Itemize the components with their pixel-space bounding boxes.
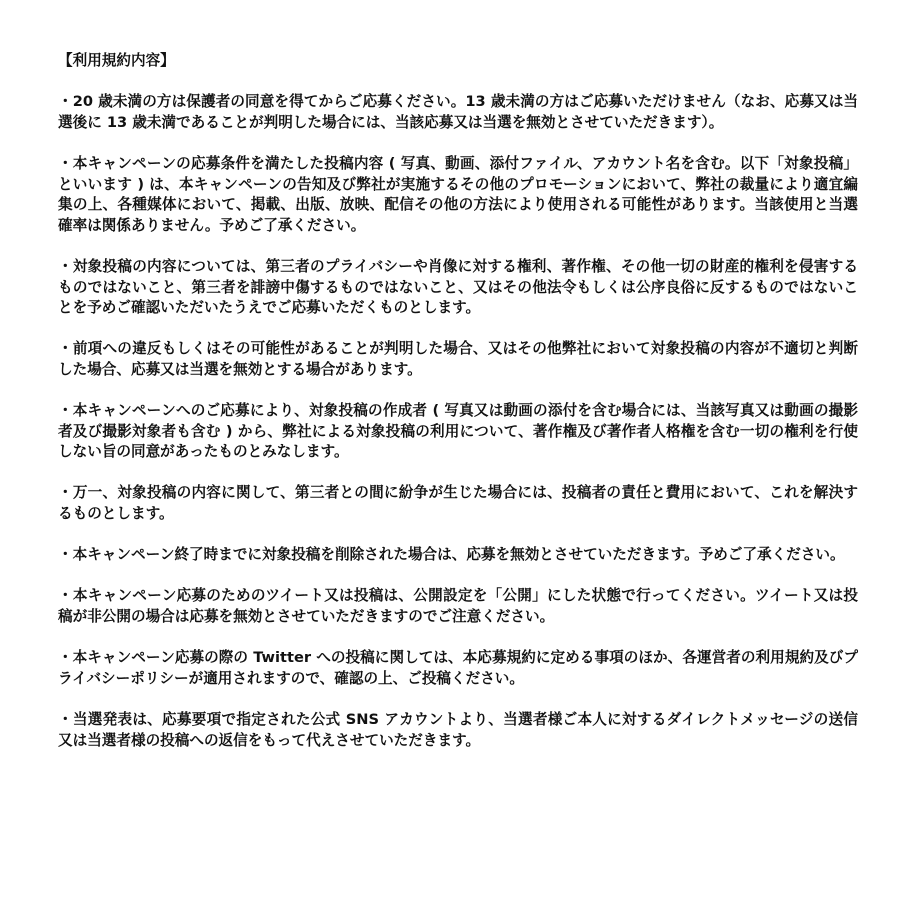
term-post-usage: ・本キャンペーンの応募条件を満たした投稿内容 ( 写真、動画、添付ファイル、アカウント名を含む。以下「対象投稿」といいます ) は、本キャンペーンの告知及び弊社が実施するその他のプロモーションにおいて、弊社の裁量により適宜編集の上、各種媒体において、掲載、出版、放映、配信その他の方法により使用される可能性があります。当該使用と当選確率は関係ありません。予めご了承ください。 (58, 154, 858, 234)
term-age-restriction: ・20 歳未満の方は保護者の同意を得てからご応募ください。13 歳未満の方はご応募いただけません（なお、応募又は当選後に 13 歳未満であることが判明した場合には、当該応募又は当選を無効とさせていただきます）。 (58, 93, 858, 131)
term-deletion: ・本キャンペーン終了時までに対象投稿を削除された場合は、応募を無効とさせていただきます。予めご了承ください。 (58, 546, 845, 564)
terms-document (58, 51, 858, 772)
term-copyright-consent: ・本キャンペーンへのご応募により、対象投稿の作成者 ( 写真又は動画の添付を含む場合には、当該写真又は動画の撮影者及び撮影対象者も含む ) から、弊社による対象投稿の利用について、著作権及び著作者人格権を含む一切の権利を行使しない旨の同意があったものとみなします。 (58, 402, 858, 461)
term-violation: ・前項への違反もしくはその可能性があることが判明した場合、又はその他弊社において対象投稿の内容が不適切と判断した場合、応募又は当選を無効とする場合があります。 (58, 340, 858, 378)
term-twitter-policy: ・本キャンペーン応募の際の Twitter への投稿に関しては、本応募規約に定める事項のほか、各運営者の利用規約及びプライバシーポリシーが適用されますので、確認の上、ご投稿ください。 (58, 649, 858, 687)
term-disputes: ・万一、対象投稿の内容に関して、第三者との間に紛争が生じた場合には、投稿者の責任と費用において、これを解決するものとします。 (58, 484, 858, 523)
term-third-party-rights: ・対象投稿の内容については、第三者のプライバシーや肖像に対する権利、著作権、その他一切の財産的権利を侵害するものではないこと、第三者を誹謗中傷するものではないこと、又はその他法令もしくは公序良俗に反するものではないことを予めご確認いただいたうえでご応募いただくものとします。 (58, 257, 858, 317)
term-public-setting: ・本キャンペーン応募のためのツイート又は投稿は、公開設定を「公開」にした状態で行ってください。ツイート又は投稿が非公開の場合は応募を無効とさせていただきますのでご注意ください。 (58, 587, 858, 626)
term-winner-announcement: ・当選発表は、応募要項で指定された公式 SNS アカウントより、当選者様ご本人に対するダイレクトメッセージの送信又は当選者様の投稿への返信をもって代えさせていただきます。 (58, 711, 858, 749)
document-title: 【利用規約内容】 (58, 52, 175, 69)
